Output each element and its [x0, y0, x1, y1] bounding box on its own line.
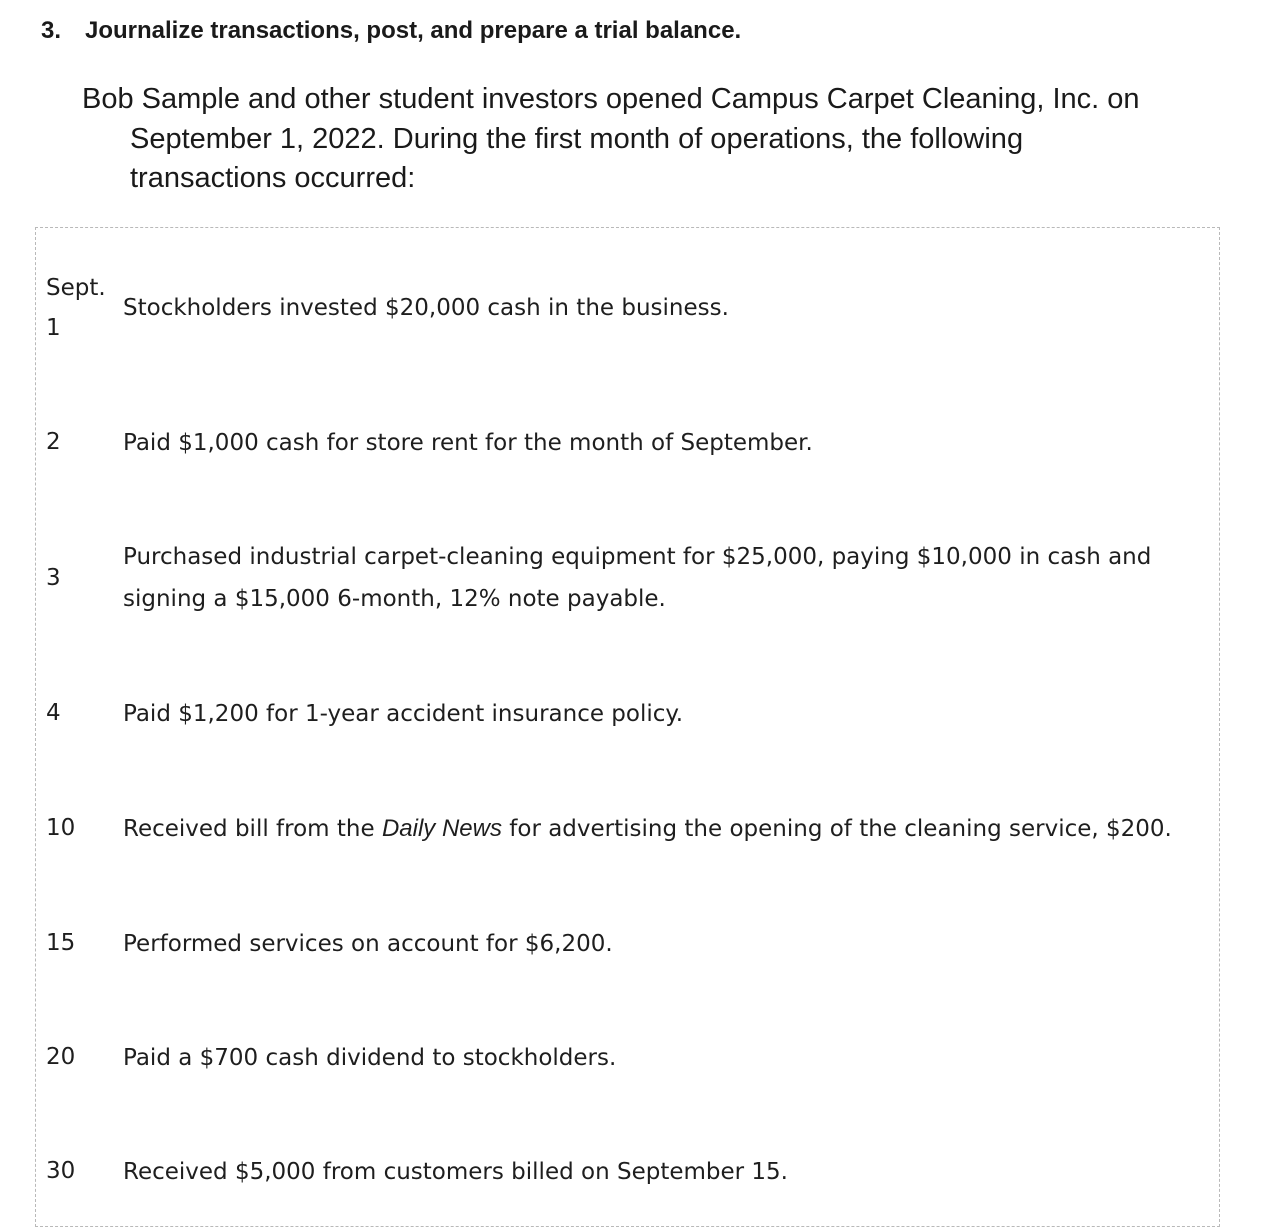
transaction-date: 2	[46, 429, 61, 455]
description-text: Received bill from the	[123, 816, 382, 842]
transaction-description: Stockholders invested $20,000 cash in the business.	[123, 295, 729, 321]
transaction-date: 30	[46, 1158, 76, 1184]
intro-first-line: Bob Sample and other student investors opened Campus Carpet Cleaning, Inc. on	[82, 83, 1140, 115]
description-text: for advertising the opening of the cleaning service, $200.	[501, 816, 1172, 842]
transaction-date: 20	[46, 1044, 76, 1070]
transaction-description: Paid a $700 cash dividend to stockholders.	[123, 1045, 617, 1071]
transaction-date: 10	[46, 815, 76, 841]
transactions-table	[35, 227, 1220, 1227]
transaction-description: Received $5,000 from customers billed on September 15.	[123, 1159, 788, 1185]
transaction-date: 4	[46, 700, 61, 726]
exercise-title: Journalize transactions, post, and prepare a trial balance.	[85, 17, 742, 44]
transaction-description: Performed services on account for $6,200.	[123, 931, 613, 957]
problem-intro	[82, 80, 1212, 199]
date-month: Sept.	[46, 275, 106, 301]
transaction-date: 15	[46, 930, 76, 956]
date-day: 1	[46, 315, 61, 341]
exercise-number: 3.	[41, 17, 62, 44]
transaction-description	[123, 808, 1203, 850]
description-line: Purchased industrial carpet-cleaning equipment for $25,000, paying $10,000 in cash and	[123, 544, 1152, 570]
description-line: signing a $15,000 6-month, 12% note payable.	[123, 586, 666, 612]
transaction-date: 3	[46, 565, 61, 591]
exercise-heading	[41, 16, 741, 46]
transaction-description: Paid $1,000 cash for store rent for the month of September.	[123, 430, 813, 456]
transaction-description	[123, 536, 1203, 620]
transaction-date	[46, 268, 116, 348]
newspaper-name: Daily News	[381, 815, 502, 842]
intro-continuation: September 1, 2022. During the first month of operations, the following transactions occurred:	[130, 122, 1024, 194]
transaction-description: Paid $1,200 for 1-year accident insurance policy.	[123, 701, 684, 727]
